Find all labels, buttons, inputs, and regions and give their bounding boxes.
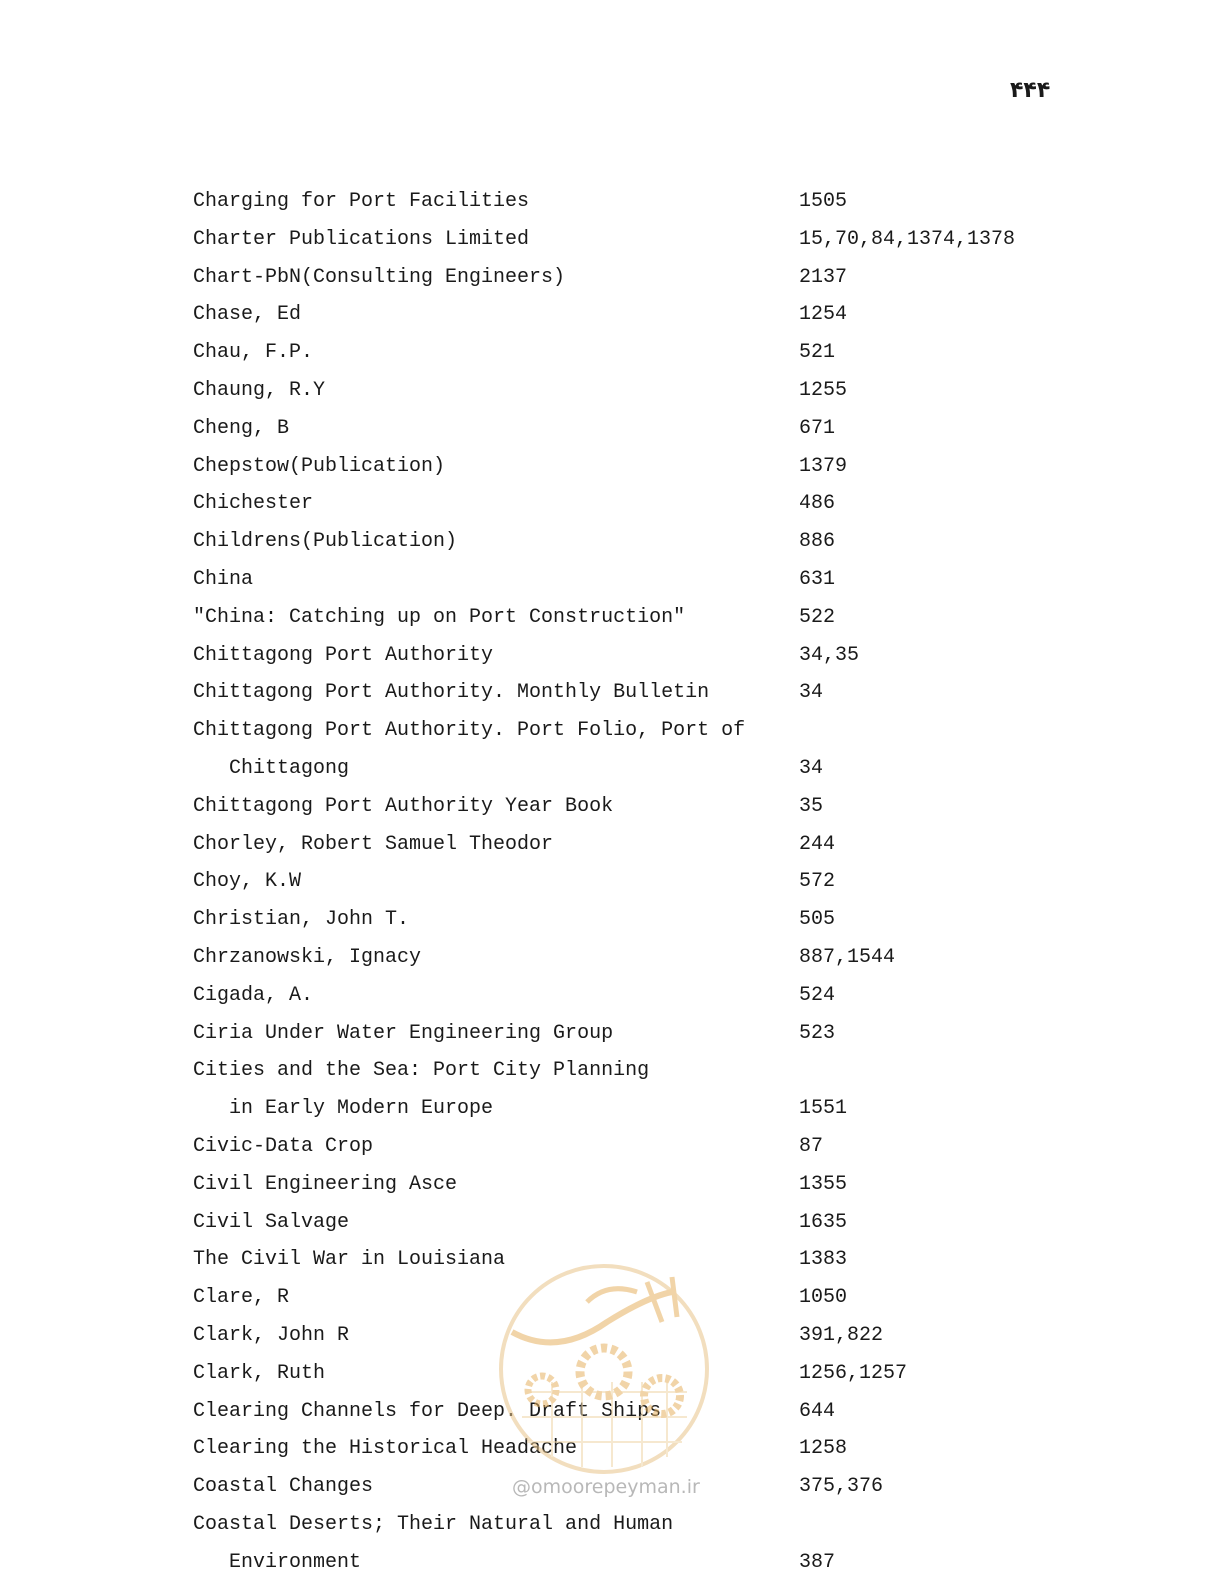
index-term: China bbox=[193, 567, 254, 591]
index-page-refs: 631 bbox=[799, 567, 836, 591]
index-page-refs: 1379 bbox=[799, 454, 848, 478]
index-page-refs: 87 bbox=[799, 1134, 824, 1158]
index-page-refs: 1355 bbox=[799, 1172, 848, 1196]
index-term: Clark, John R bbox=[193, 1323, 350, 1347]
index-term: Chart-PbN(Consulting Engineers) bbox=[193, 265, 566, 289]
index-term: Charter Publications Limited bbox=[193, 227, 530, 251]
index-term: Civic-Data Crop bbox=[193, 1134, 374, 1158]
index-page-refs: 671 bbox=[799, 416, 836, 440]
index-term: Cities and the Sea: Port City Planning bbox=[193, 1059, 650, 1083]
index-page-refs: 505 bbox=[799, 908, 836, 932]
index-entry bbox=[0, 561, 1228, 599]
page-number: ۴۴۴ bbox=[1010, 78, 1051, 103]
index-page-refs: 524 bbox=[799, 983, 836, 1007]
index-term: Coastal Changes bbox=[193, 1475, 374, 1499]
index-entry bbox=[0, 599, 1228, 637]
index-page-refs: 35 bbox=[799, 794, 824, 818]
index-entry bbox=[0, 1015, 1228, 1053]
index-term: Chittagong Port Authority bbox=[193, 643, 494, 667]
index-page-refs: 375,376 bbox=[799, 1475, 884, 1499]
index-page-refs: 1050 bbox=[799, 1286, 848, 1310]
index-page-refs: 1505 bbox=[799, 190, 848, 213]
index-entry bbox=[0, 296, 1228, 334]
index-term: Clark, Ruth bbox=[193, 1361, 326, 1385]
index-page-refs: 1256,1257 bbox=[799, 1361, 908, 1385]
index-term: Chepstow(Publication) bbox=[193, 454, 446, 478]
index-term: Chorley, Robert Samuel Theodor bbox=[193, 832, 554, 856]
index-entry bbox=[0, 788, 1228, 826]
index-page-refs: 486 bbox=[799, 492, 836, 516]
index-term: Chase, Ed bbox=[193, 303, 302, 327]
index-entry bbox=[0, 712, 1228, 750]
index-page-refs: 1551 bbox=[799, 1097, 848, 1121]
index-entry bbox=[0, 1090, 1228, 1128]
index-term: Chichester bbox=[193, 492, 314, 516]
index-term: Choy, K.W bbox=[193, 870, 302, 894]
index-term: Environment bbox=[229, 1550, 362, 1574]
index-entry bbox=[0, 1506, 1228, 1544]
index-term: Coastal Deserts; Their Natural and Human bbox=[193, 1512, 674, 1536]
index-page-refs: 15,70,84,1374,1378 bbox=[799, 227, 1016, 251]
index-page-refs: 572 bbox=[799, 870, 836, 894]
index-page-refs: 391,822 bbox=[799, 1323, 884, 1347]
index-page-refs: 2137 bbox=[799, 265, 848, 289]
index-term: Chaung, R.Y bbox=[193, 378, 326, 402]
index-entry bbox=[0, 939, 1228, 977]
index-page-refs: 1254 bbox=[799, 303, 848, 327]
index-term: Clearing the Historical Headache bbox=[193, 1437, 578, 1461]
index-term: Clare, R bbox=[193, 1286, 290, 1310]
index-entry bbox=[0, 977, 1228, 1015]
index-term: Chrzanowski, Ignacy bbox=[193, 945, 422, 969]
index-page-refs: 886 bbox=[799, 530, 836, 554]
index-entry bbox=[0, 674, 1228, 712]
index-term: Clearing Channels for Deep. Draft Ships bbox=[193, 1399, 662, 1423]
index-page-refs: 1255 bbox=[799, 378, 848, 402]
index-term: Cheng, B bbox=[193, 416, 290, 440]
index-term: Civil Engineering Asce bbox=[193, 1172, 458, 1196]
index-page-refs: 1258 bbox=[799, 1437, 848, 1461]
index-entry bbox=[0, 1052, 1228, 1090]
index-page-refs: 1383 bbox=[799, 1248, 848, 1272]
index-term: Chittagong Port Authority Year Book bbox=[193, 794, 614, 818]
index-page-refs: 1635 bbox=[799, 1210, 848, 1234]
index-page-refs: 521 bbox=[799, 341, 836, 365]
index-page-refs: 887,1544 bbox=[799, 945, 896, 969]
index-entry bbox=[0, 448, 1228, 486]
index-entry bbox=[0, 334, 1228, 372]
index-page-refs: 34,35 bbox=[799, 643, 860, 667]
index-term: Chittagong Port Authority. Monthly Bulletin bbox=[193, 681, 710, 705]
index-entry bbox=[0, 523, 1228, 561]
index-entry bbox=[0, 901, 1228, 939]
index-entry bbox=[0, 372, 1228, 410]
index-entry bbox=[0, 1128, 1228, 1166]
index-term: Civil Salvage bbox=[193, 1210, 350, 1234]
index-entry bbox=[0, 750, 1228, 788]
index-term: in Early Modern Europe bbox=[229, 1097, 494, 1121]
watermark-logo-icon bbox=[497, 1262, 711, 1476]
index-entry bbox=[0, 863, 1228, 901]
index-term: Chittagong bbox=[229, 756, 350, 780]
index-entry bbox=[0, 259, 1228, 297]
index-entry bbox=[0, 1204, 1228, 1242]
index-term: "China: Catching up on Port Construction" bbox=[193, 605, 686, 629]
index-page-refs: 644 bbox=[799, 1399, 836, 1423]
index-entry bbox=[0, 485, 1228, 523]
index-entry bbox=[0, 826, 1228, 864]
index-page-refs: 244 bbox=[799, 832, 836, 856]
index-page-refs: 34 bbox=[799, 756, 824, 780]
index-term: Ciria Under Water Engineering Group bbox=[193, 1021, 614, 1045]
index-page-refs: 34 bbox=[799, 681, 824, 705]
index-page-refs: 522 bbox=[799, 605, 836, 629]
index-entry bbox=[0, 183, 1228, 221]
index-entry bbox=[0, 1544, 1228, 1582]
index-entry bbox=[0, 637, 1228, 675]
index-term: The Civil War in Louisiana bbox=[193, 1248, 506, 1272]
index-entry bbox=[0, 410, 1228, 448]
index-entry bbox=[0, 1166, 1228, 1204]
index-page-refs: 387 bbox=[799, 1550, 836, 1574]
index-term: Charging for Port Facilities bbox=[193, 190, 530, 213]
index-page-refs: 523 bbox=[799, 1021, 836, 1045]
index-term: Chau, F.P. bbox=[193, 341, 314, 365]
index-term: Chittagong Port Authority. Port Folio, Port of bbox=[193, 719, 746, 743]
index-entry bbox=[0, 221, 1228, 259]
index-term: Childrens(Publication) bbox=[193, 530, 458, 554]
watermark-site-text: @omoorepeyman.ir bbox=[512, 1476, 700, 1498]
index-term: Cigada, A. bbox=[193, 983, 314, 1007]
index-term: Christian, John T. bbox=[193, 908, 410, 932]
